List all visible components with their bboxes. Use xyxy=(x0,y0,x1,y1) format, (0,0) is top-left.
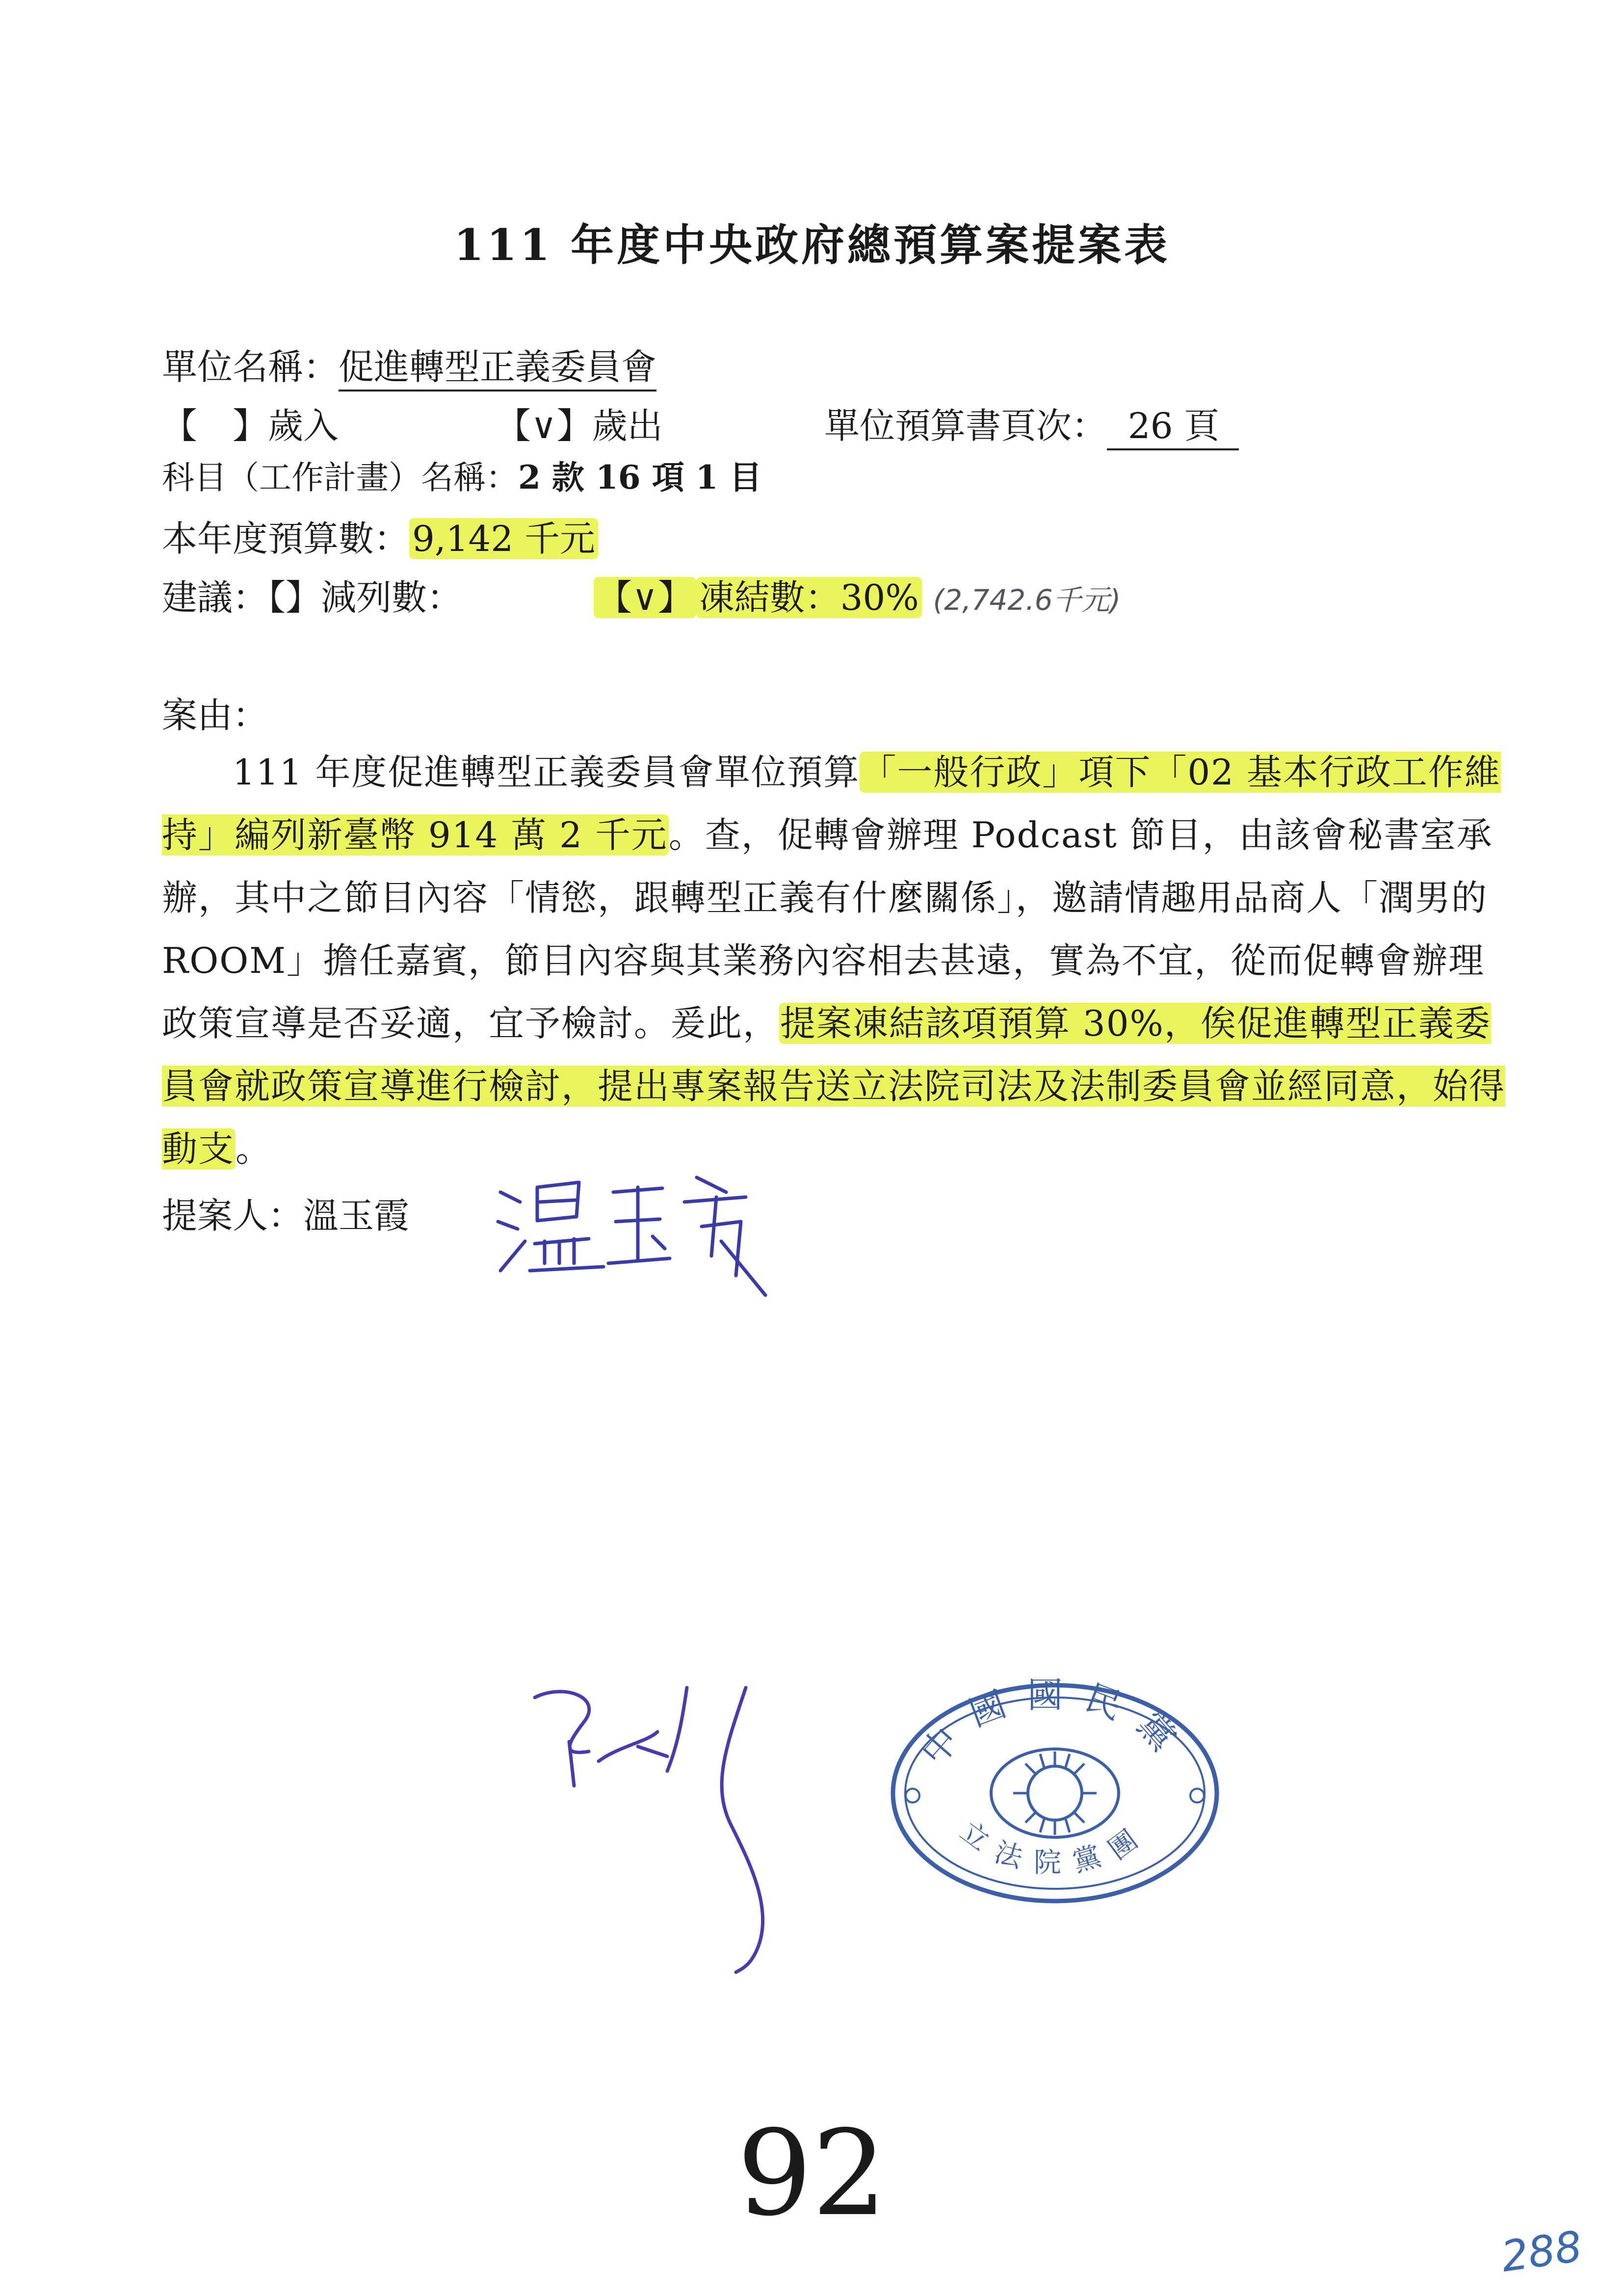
reason-highlight-1: 「一般行政」項下「02 基本行政工作維持」編列新臺幣 914 萬 2 千元 xyxy=(162,752,1501,856)
freeze-label: 凍結數：30% xyxy=(696,577,922,618)
freeze-checkbox: 【∨】 xyxy=(594,577,696,618)
suggest-label: 建議：【】減列數： xyxy=(162,577,463,618)
freeze-row xyxy=(594,569,1121,620)
subject-label: 科目（工作計畫）名稱： xyxy=(162,459,518,496)
seal-top-text: 中國國民黨 xyxy=(913,1678,1197,1774)
unit-label: 單位名稱： xyxy=(162,346,339,388)
reason-highlight-2: 提案凍結該項預算 30%，俟促進轉型正義委員會就政策宣導進行檢討，提出專案報告送立法院司法及法制委員會並經同意，始得動支 xyxy=(162,1003,1506,1170)
reason-text-2: 。查，促轉會辦理 Podcast 節目，由該會秘書室承辦，其中之節目內容「情慾，跟轉型正義有什麼關係」，邀請情趣用品商人「潤男的 ROOM」擔任嘉賓，節目內容與其業務內容相去甚遠，實為不宜，從而促轉會辦理政策宣導是否妥適，宜予檢討。爰此， xyxy=(162,814,1493,1044)
expenditure-checkbox: 【∨】歲出 xyxy=(496,405,663,446)
revenue-checkbox: 【 】歲入 xyxy=(162,405,339,446)
budget-page-row xyxy=(824,397,1239,448)
reason-label: 案由： xyxy=(162,695,268,736)
unit-row xyxy=(162,339,656,390)
proposer-signature xyxy=(491,1158,805,1305)
handwritten-page-number: 288 xyxy=(1498,2222,1585,2282)
reason-text-1: 111 年度促進轉型正義委員會單位預算 xyxy=(233,752,860,793)
annual-budget-label: 本年度預算數： xyxy=(162,518,410,559)
document-title: 111 年度中央政府總預算案提案表 xyxy=(453,219,1171,270)
freeze-handwritten-note: (2,742.6千元) xyxy=(933,583,1121,617)
reason-text-3: 。 xyxy=(236,1128,272,1170)
page-number: 92 xyxy=(737,2105,887,2242)
proposer-label: 提案人：溫玉霞 xyxy=(162,1195,410,1236)
reason-body xyxy=(162,741,1516,1180)
budget-page-value: 26 頁 xyxy=(1107,405,1239,450)
seal-bottom-text: 立法院黨團 xyxy=(954,1815,1156,1879)
budget-page-label: 單位預算書頁次： xyxy=(824,405,1107,446)
official-seal xyxy=(883,1678,1227,1908)
subject-row xyxy=(162,451,762,498)
unit-name: 促進轉型正義委員會 xyxy=(339,346,656,391)
annual-budget-value: 9,142 千元 xyxy=(409,518,598,559)
annual-budget-row xyxy=(162,510,598,561)
leader-signature xyxy=(520,1678,824,1982)
suggest-row xyxy=(162,569,462,620)
subject-value: 2 款 16 項 1 目 xyxy=(518,458,762,496)
